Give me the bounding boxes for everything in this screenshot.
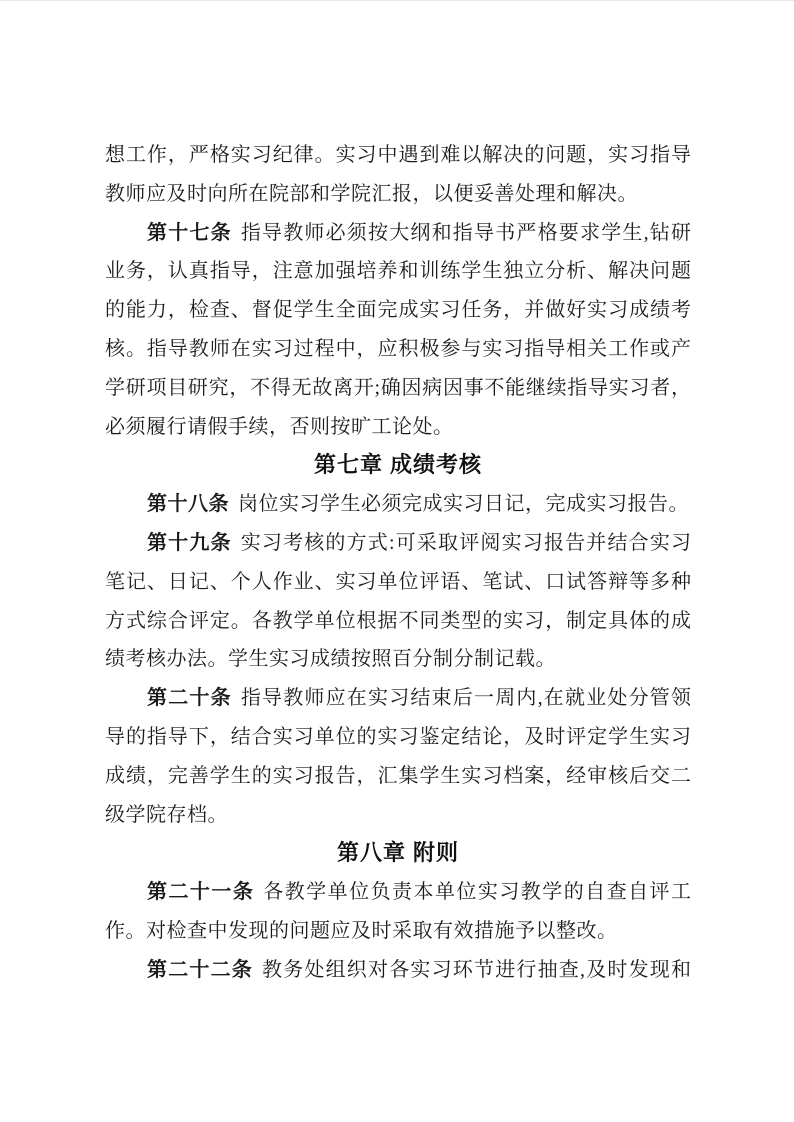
line-text: 的能力，检查、督促学生全面完成实习任务，并做好实习成绩考 — [105, 299, 691, 322]
line-text: 岗位实习学生必须完成实习日记，完成实习报告。 — [238, 493, 689, 516]
line-text: 作。对检查中发现的问题应及时采取有效措施予以整改。 — [105, 919, 618, 942]
text-line — [105, 640, 691, 679]
article-number: 第二十一条 — [147, 881, 255, 904]
text-line — [105, 214, 691, 253]
chapter-heading — [105, 446, 691, 485]
text-line — [105, 873, 691, 912]
article-number: 第二十条 — [147, 687, 232, 710]
text-line — [105, 796, 691, 835]
page-top-edge — [0, 0, 794, 1]
text-line — [105, 408, 691, 447]
line-text: 各教学单位负责本单位实习教学的自查自评工 — [263, 881, 692, 904]
line-text: 指导教师应在实习结束后一周内,在就业处分管领 — [240, 687, 692, 710]
text-line — [105, 136, 691, 175]
line-text: 绩考核办法。学生实习成绩按照百分制分制记载。 — [105, 648, 556, 671]
line-text: 方式综合评定。各教学单位根据不同类型的实习，制定具体的成 — [105, 609, 691, 632]
text-line — [105, 602, 691, 641]
line-text: 教务处组织对各实习环节进行抽查,及时发现和 — [262, 958, 691, 981]
text-line — [105, 485, 691, 524]
document-body — [105, 136, 691, 990]
line-text: 指导教师必须按大纲和指导书严格要求学生,钻研 — [240, 221, 692, 244]
line-text: 实习考核的方式:可采取评阅实习报告并结合实习 — [240, 531, 692, 554]
text-line — [105, 951, 691, 990]
chapter-heading — [105, 834, 691, 873]
line-text: 成绩，完善学生的实习报告，汇集学生实习档案，经审核后交二 — [105, 764, 691, 787]
text-line — [105, 330, 691, 369]
line-text: 学研项目研究，不得无故离开;确因病因事不能继续指导实习者， — [105, 376, 691, 399]
article-number: 第十八条 — [147, 493, 229, 516]
text-line — [105, 757, 691, 796]
line-text: 想工作，严格实习纪律。实习中遇到难以解决的问题，实习指导 — [105, 144, 691, 166]
line-text: 级学院存档。 — [105, 803, 228, 826]
text-line — [105, 563, 691, 602]
article-number: 第十七条 — [147, 221, 232, 244]
line-text: 必须履行请假手续，否则按旷工论处。 — [105, 415, 454, 438]
article-number: 第二十二条 — [147, 958, 253, 981]
line-text: 导的指导下，结合实习单位的实习鉴定结论，及时评定学生实习 — [105, 725, 691, 748]
line-text: 业务，认真指导，注意加强培养和训练学生独立分析、解决问题 — [105, 260, 691, 283]
text-line — [105, 718, 691, 757]
chapter-heading-text: 第八章 附则 — [336, 840, 460, 866]
line-text: 教师应及时向所在院部和学院汇报，以便妥善处理和解决。 — [105, 182, 638, 205]
line-text: 笔记、日记、个人作业、实习单位评语、笔试、口试答辩等多种 — [105, 570, 691, 593]
text-line — [105, 252, 691, 291]
article-number: 第十九条 — [147, 531, 232, 554]
chapter-heading-text: 第七章 成绩考核 — [313, 452, 483, 478]
text-line — [105, 175, 691, 214]
text-line — [105, 912, 691, 951]
text-line — [105, 291, 691, 330]
text-line — [105, 524, 691, 563]
text-line — [105, 369, 691, 408]
text-line — [105, 679, 691, 718]
line-text: 核。指导教师在实习过程中，应积极参与实习指导相关工作或产 — [105, 337, 691, 360]
